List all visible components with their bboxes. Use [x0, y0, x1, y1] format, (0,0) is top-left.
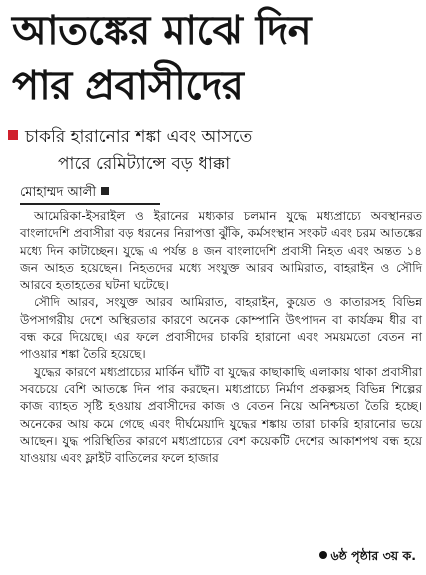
author-name: মোহাম্মদ আলী: [20, 185, 97, 200]
subheadline-line-1: [8, 124, 420, 151]
paragraph-2: সৌদি আরব, সংযুক্ত আরব আমিরাত, বাহরাইন, কুয়েত ও কাতারসহ বিভিন্ন উপসাগরীয় দেশে অস্থিরতার কারণে অনেক কোম্পানি উৎপাদন বা কার্যক্রম ধীর বা বন্ধ করে দিয়েছে। এর ফলে প্রবাসীদের চাকরি হারানো এবং সময়মতো বেতন না পাওয়ার শঙ্কা তৈরি হয়েছে।: [20, 295, 422, 362]
black-square-bullet-icon: [101, 187, 109, 195]
headline-line-1: আতঙ্কের মাঝে দিন: [12, 8, 312, 54]
bullet-dot-icon: [319, 551, 327, 559]
red-square-bullet-icon: [8, 130, 18, 140]
continuation-note: [319, 548, 416, 568]
subheadline: [8, 124, 420, 178]
paragraph-1: আমেরিকা-ইসরাইল ও ইরানের মধ্যকার চলমান যুদ্ধে মধ্যপ্রাচ্যে অবস্থানরত বাংলাদেশি প্রবাসীরা বড় ধরনের নিরাপত্তা ঝুঁকি, কর্মসংস্থান সংকট এবং চরম আতঙ্কের মধ্যে দিন কাটাচ্ছেন। যুদ্ধে এ পর্যন্ত ৪ জন বাংলাদেশি প্রবাসী নিহত এবং অন্তত ১৪ জন আহত হয়েছেন। নিহতদের মধ্যে সংযুক্ত আরব আমিরাত, বাহরাইন ও সৌদি আরবে হতাহতের ঘটনা ঘটেছে।: [20, 209, 422, 293]
subheadline-line-2: পারে রেমিট্যান্সে বড় ধাক্কা: [58, 154, 231, 174]
headline: [12, 4, 416, 114]
article-body: [20, 208, 422, 467]
byline-divider: [20, 203, 160, 205]
paragraph-3: যুদ্ধের কারণে মধ্যপ্রাচ্যের মার্কিন ঘাঁটি বা যুদ্ধের কাছাকাছি এলাকায় থাকা প্রবাসীরা সবচেয়ে বেশি আতঙ্কে দিন পার করছেন। মধ্যপ্রাচ্যে নির্মাণ প্রকল্পসহ বিভিন্ন শিল্পের কাজ ব্যাহত সৃষ্টি হওয়ায় প্রবাসীদের কাজ ও বেতন নিয়ে অনিশ্চয়তা তৈরি হচ্ছে। অনেকের আয় কমে গেছে এবং দীর্ঘমেয়াদি যুদ্ধের শঙ্কায় তারা চাকরি হারানোর ভয়ে আছেন। যুদ্ধ পরিস্থিতির কারণে মধ্যপ্রাচ্যের বেশ কয়েকটি দেশের আকাশপথ বন্ধ হয়ে যাওয়ায় এবং ফ্লাইট বাতিলের ফলে হাজার: [20, 364, 422, 466]
headline-line-2: পার প্রবাসীদের: [12, 63, 244, 109]
subheadline-text-1: চাকরি হারানোর শঙ্কা এবং আসতে: [25, 127, 253, 147]
byline: [20, 183, 220, 203]
continuation-text: ৬ষ্ঠ পৃষ্ঠার ৩য় ক.: [330, 548, 416, 563]
